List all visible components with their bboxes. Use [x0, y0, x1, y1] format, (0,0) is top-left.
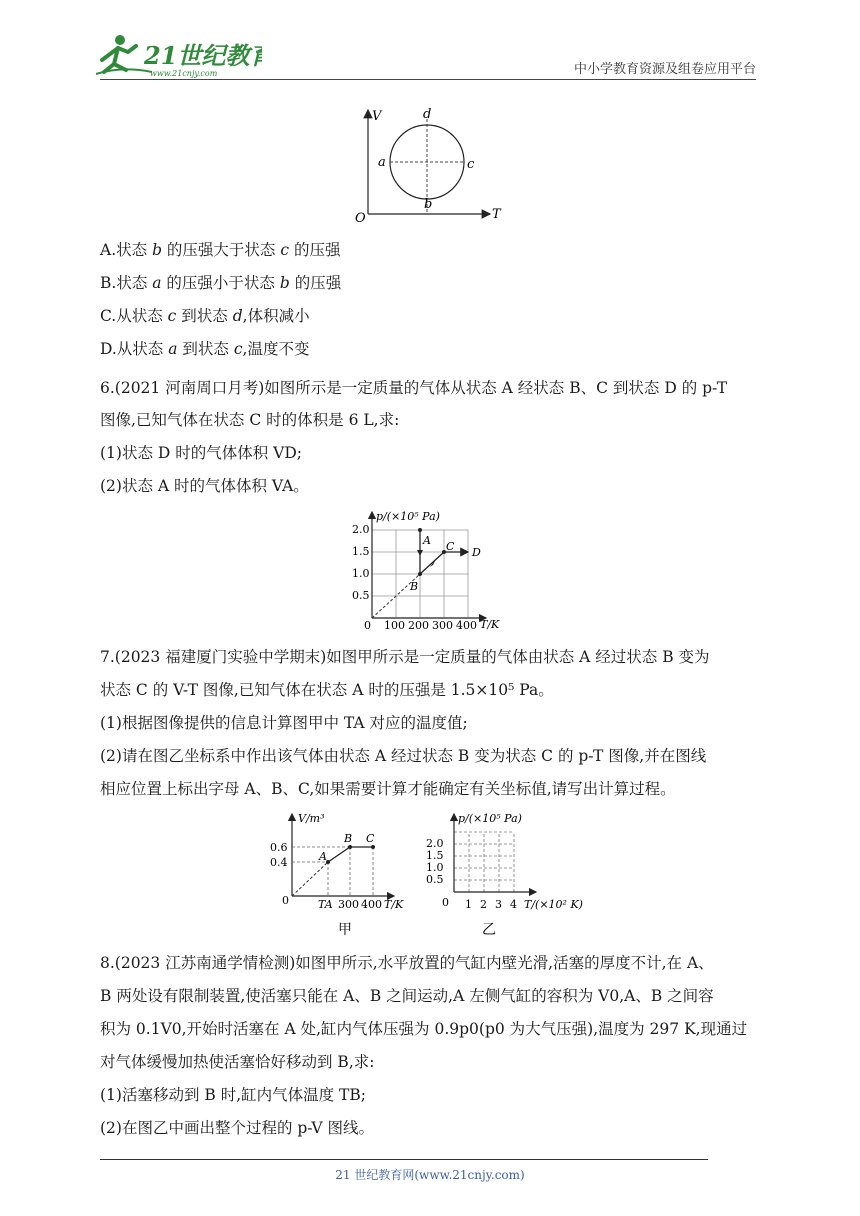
q8-line2: B 两处设有限制装置,使活塞只能在 A、B 之间运动,A 左侧气缸的容积为 V0,A、B 之间容	[100, 987, 714, 1005]
ytick-0: 0.4	[270, 856, 288, 869]
q5-option-part: 到状态	[177, 340, 234, 358]
q5-option-part: d	[232, 307, 243, 325]
q8-line1: 8.(2023 江苏南通学情检测)如图甲所示,水平放置的气缸内壁光滑,活塞的厚度不计,在 A、	[100, 954, 714, 972]
ytick-2: 1.5	[352, 545, 370, 558]
line-a-to-b	[328, 847, 350, 862]
point-label-a: a	[378, 155, 386, 170]
label-b: B	[344, 832, 353, 845]
axis-label-t: T	[492, 207, 501, 222]
q5-option-1	[100, 273, 341, 293]
origin-label: 0	[442, 896, 449, 909]
point-label-b: b	[424, 197, 433, 212]
xtick-3: 4	[510, 898, 517, 911]
xtick-3: 400	[456, 619, 477, 630]
x-axis-label: T/K	[480, 618, 500, 630]
q5-option-part: c	[167, 307, 177, 325]
ytick-1: 1.0	[352, 567, 370, 580]
dashed-origin-line	[292, 862, 328, 896]
figure-vt-jia	[268, 810, 418, 942]
figure-caption-jia: 甲	[338, 922, 352, 938]
q5-option-part: 到状态	[176, 307, 233, 325]
q8-sub2: (2)在图乙中画出整个过程的 p-V 图线。	[100, 1119, 375, 1137]
xtick-0: 1	[465, 898, 472, 911]
q6-line1: 6.(2021 河南周口月考)如图所示是一定质量的气体从状态 A 经状态 B、C 到状态 D 的 p-T	[100, 379, 728, 397]
q7-sub1: (1)根据图像提供的信息计算图甲中 TA 对应的温度值;	[100, 714, 468, 732]
label-a: A	[423, 534, 431, 547]
q6-sub2: (2)状态 A 时的气体体积 VA。	[100, 477, 309, 495]
xtick-0: 100	[384, 619, 405, 630]
header-divider	[100, 79, 756, 80]
q7-line2: 状态 C 的 V-T 图像,已知气体在状态 A 时的压强是 1.5×10⁵ Pa。	[100, 681, 554, 699]
footer-site-link[interactable]: 21 世纪教育网(www.21cnjy.com)	[335, 1168, 525, 1182]
q5-option-part: c	[233, 340, 243, 358]
ytick-3: 2.0	[352, 523, 370, 536]
x-axis-label: T/(×10² K)	[524, 898, 583, 911]
arrow-b-c	[430, 559, 436, 567]
q7-sub2a: (2)请在图乙坐标系中作出该气体由状态 A 经过状态 B 变为状态 C 的 p-T 图像,并在图线	[100, 747, 707, 765]
q5-option-part: a	[168, 340, 178, 358]
q5-option-0	[100, 240, 340, 260]
figure-caption-yi: 乙	[482, 922, 496, 938]
ytick-2: 1.5	[426, 849, 444, 862]
q7-sub2b: 相应位置上标出字母 A、B、C,如果需要计算才能确定有关坐标值,请写出计算过程。	[100, 780, 676, 798]
point-b	[348, 845, 352, 849]
label-c: C	[446, 540, 455, 553]
q5-option-part: c	[280, 241, 290, 259]
ytick-0: 0.5	[426, 873, 444, 886]
q5-option-part: 的压强	[289, 241, 341, 259]
xtick-2: 3	[495, 898, 502, 911]
arrow-a-b	[417, 550, 423, 556]
runner-logo-icon	[92, 30, 262, 80]
q5-option-part: a	[152, 274, 162, 292]
site-name: 中小学教育资源及组卷应用平台	[573, 62, 756, 77]
q5-option-part: 的压强大于状态	[162, 241, 281, 259]
origin-label: O	[355, 211, 366, 226]
site-logo	[92, 30, 262, 80]
footer-divider	[100, 1159, 708, 1160]
q7-line1: 7.(2023 福建厦门实验中学期末)如图甲所示是一定质量的气体由状态 A 经过状态 B 变为	[100, 648, 710, 666]
q5-option-part: b	[279, 274, 290, 292]
point-a	[418, 528, 422, 532]
figure-pt-q6	[350, 506, 510, 630]
xtick-2: 400	[361, 898, 382, 911]
label-a: A	[319, 850, 327, 863]
q5-option-part: C.从状态	[100, 307, 168, 325]
xtick-1: 300	[338, 898, 359, 911]
point-c	[371, 845, 375, 849]
q8-line3: 积为 0.1V0,开始时活塞在 A 处,缸内气体压强为 0.9p0(p0 为大气压强),温度为 297 K,现通过	[100, 1020, 748, 1038]
q5-option-3	[100, 339, 309, 359]
point-label-c: c	[467, 157, 475, 172]
y-axis-label: p/(×10⁵ Pa)	[458, 812, 522, 825]
axis-label-v: V	[372, 109, 382, 124]
q5-option-part: ,体积减小	[242, 307, 310, 325]
xtick-1: 200	[408, 619, 429, 630]
xtick-1: 2	[480, 898, 487, 911]
dashed-grid	[454, 832, 514, 892]
ytick-0: 0.5	[352, 589, 370, 602]
q8-sub1: (1)活塞移动到 B 时,缸内气体温度 TB;	[100, 1086, 367, 1104]
figure-vt-circle	[350, 104, 510, 226]
q5-option-part: B.状态	[100, 274, 153, 292]
xtick-0: TA	[318, 898, 333, 911]
ytick-1: 1.0	[426, 861, 444, 874]
x-axis-label: T/K	[384, 898, 404, 911]
ytick-1: 0.6	[270, 841, 288, 854]
q5-option-part: 的压强小于状态	[161, 274, 280, 292]
line-b-to-c	[420, 552, 444, 574]
origin-label: 0	[282, 894, 289, 907]
q5-option-part: D.从状态	[100, 340, 169, 358]
q6-line2: 图像,已知气体在状态 C 时的体积是 6 L,求:	[100, 411, 400, 429]
label-b: B	[410, 580, 419, 593]
xtick-2: 300	[432, 619, 453, 630]
point-b	[418, 572, 422, 576]
logo-text: 21世纪教育	[144, 41, 262, 70]
logo-url: www.21cnjy.com	[150, 69, 218, 78]
q5-option-part: b	[152, 241, 162, 259]
q8-line4: 对气体缓慢加热使活塞恰好移动到 B,求:	[100, 1053, 375, 1071]
label-d: D	[472, 546, 481, 559]
q5-option-2	[100, 306, 310, 326]
ytick-3: 2.0	[426, 837, 444, 850]
q6-sub1: (1)状态 D 时的气体体积 VD;	[100, 444, 303, 462]
y-axis-label: V/m³	[298, 812, 325, 825]
q5-option-part: A.状态	[100, 241, 153, 259]
y-axis-label: p/(×10⁵ Pa)	[376, 510, 440, 523]
figure-pt-yi	[420, 810, 600, 942]
point-label-d: d	[423, 107, 432, 122]
label-c: C	[366, 832, 375, 845]
q5-option-part: 的压强	[289, 274, 342, 292]
q5-option-part: ,温度不变	[242, 340, 310, 358]
origin-label: 0	[364, 619, 371, 630]
